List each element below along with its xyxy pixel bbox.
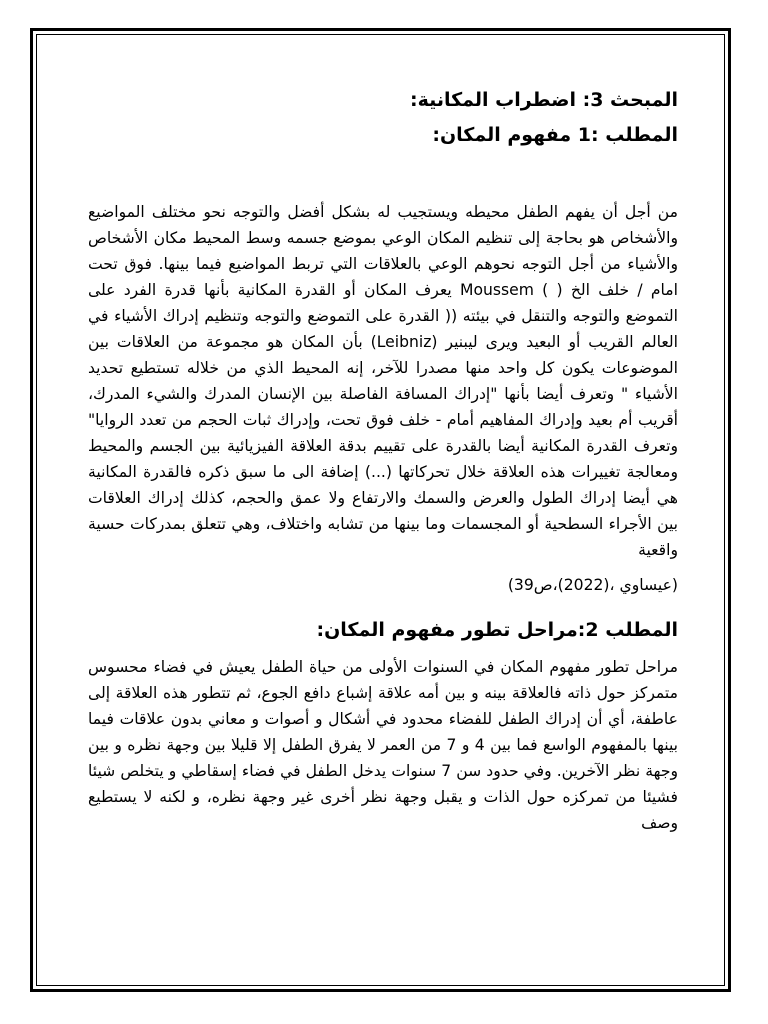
paragraph-1: من أجل أن يفهم الطفل محيطه ويستجيب له بشكل أفضل والتوجه نحو مختلف المواضيع والأشخاص هو بحاجة إلى تنظيم المكان الوعي بموضع جسمه وسط المحيط مكان الأشخاص والأشياء من أجل التوجه نحوهم الوعي بالعلاقات التي تربط المواضيع فيما بينها. فوق تحت امام / خلف الخ ( ) Moussem يعرف المكان أو القدرة المكانية بأنها قدرة الفرد على التموضع والتوجه والتنقل في بيئته (( القدرة على التموضع والتوجه وتنظيم إدراك الأشياء في العالم القريب أو البعيد ويرى ليبنير (Leibniz) بأن المكان هو مجموعة من العلاقات بين الموضوعات يكون كل واحد منها مصدرا للآخر، إنه المحيط الذي من خلاله تستطيع تحديد الأشياء " وتعرف أيضا بأنها "إدراك المسافة الفاصلة بين الإنسان المدرك والشيء المدرك، أقريب أم بعيد وإدراك المفاهيم أمام - خلف فوق تحت، وإدراك ثبات الحجم من تعدد الروايا" وتعرف القدرة المكانية أيضا بالقدرة على تقييم بدقة العلاقة الفيزيائية بين الجسم والمحيط ومعالجة تغييرات هذه العلاقة خلال تحركاتها (...) إضافة الى ما سبق ذكره فالقدرة المكانية هي أيضا إدراك الطول والعرض والسمك والارتفاع ولا عمق والحجم، كذلك إدراك العلاقات بين الأجراء السطحية أو المجسمات وما بينها من تشابه واختلاف، وهي تتعلق بمدركات حسية واقعية [88, 203, 678, 559]
section-heading: المبحث 3: اضطراب المكانية: [409, 89, 678, 111]
subsection-heading-2: المطلب 2:مراحل تطور مفهوم المكان: [316, 618, 678, 641]
citation: (عيساوي ،(2022)،ص39) [507, 576, 678, 594]
paragraph-2: مراحل تطور مفهوم المكان في السنوات الأولى من حياة الطفل يعيش في فضاء محسوس متمركز حول ذاته فالعلاقة بينه و بين أمه علاقة إشباع دافع الجوع، ثم تتطور هذه العلاقة إلى عاطفة، أي أن إدراك الطفل للفضاء محدود في أشكال و أصوات و معاني بدون علاقات فيما بينها بالمفهوم الواسع فما بين 4 و 7 من العمر لا يفرق الطفل إلا قليلا بين وجهة نظره و بين وجهة نظر الآخرين. وفي حدود سن 7 سنوات يدخل الطفل في فضاء إسقاطي و يتخلص شيئا فشيئا من تمركزه حول الذات و يقبل وجهة نظر أخرى غير وجهة نظره، و لكنه لا يستطيع وصف [88, 657, 678, 832]
subsection-heading-1: المطلب :1 مفهوم المكان: [432, 124, 678, 146]
document-body [88, 80, 678, 836]
